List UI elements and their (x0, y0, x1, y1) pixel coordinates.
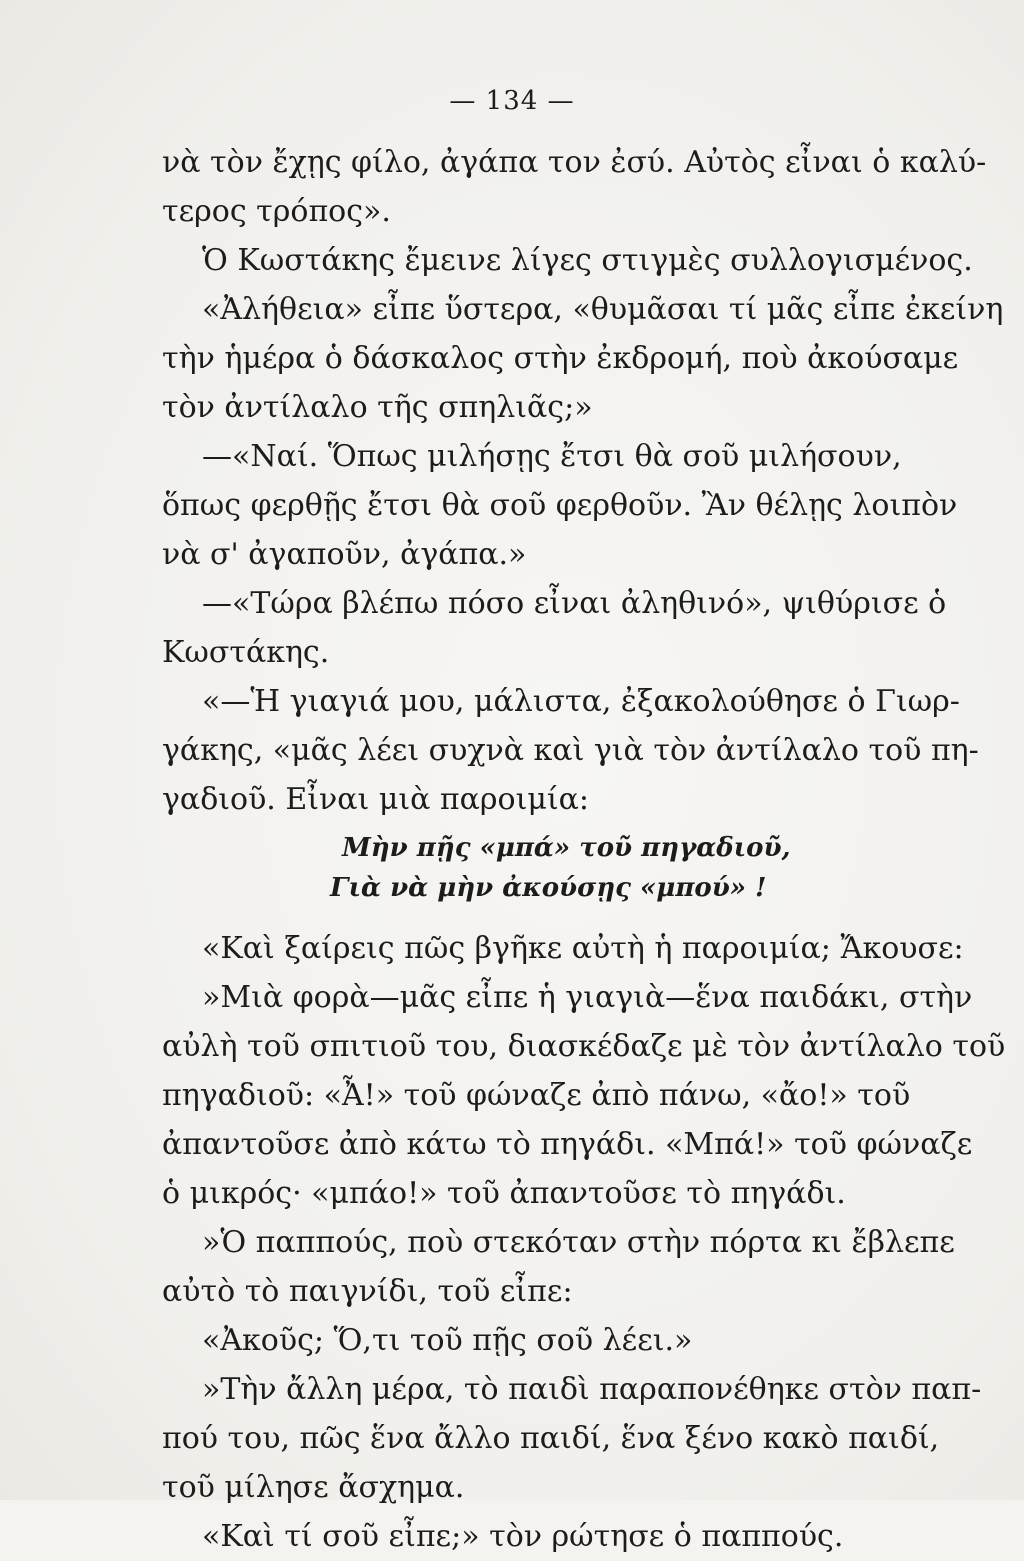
text-line: «Ἀλήθεια» εἶπε ὕστερα, «θυμᾶσαι τί μᾶς εἶπε ἐκείνη (202, 292, 1004, 327)
text-line: τερος τρόπος». (162, 194, 391, 229)
text-line: «Καὶ ξαίρεις πῶς βγῆκε αὐτὴ ἡ παροιμία; Ἄκουσε: (202, 931, 964, 966)
text-line: ὅπως φερθῇς ἔτσι θὰ σοῦ φερθοῦν. Ἂν θέλῃς λοιπὸν (162, 488, 958, 523)
text-line: αὐτὸ τὸ παιγνίδι, τοῦ εἶπε: (162, 1274, 573, 1309)
text-line: τὴν ἡμέρα ὁ δάσκαλος στὴν ἐκδρομή, ποὺ ἀκούσαμε (162, 341, 959, 376)
text-line: ἀπαντοῦσε ἀπὸ κάτω τὸ πηγάδι. «Μπά!» τοῦ φώναζε (162, 1127, 973, 1162)
text-line: »Ὁ παππούς, ποὺ στεκόταν στὴν πόρτα κι ἔβλεπε (202, 1225, 955, 1260)
text-line: τοῦ μίλησε ἄσχημα. (162, 1470, 465, 1505)
text-line: πηγαδιοῦ: «Ἆ!» τοῦ φώναζε ἀπὸ πάνω, «ἄο!» τοῦ (162, 1078, 911, 1113)
text-line: αὐλὴ τοῦ σπιτιοῦ του, διασκέδαζε μὲ τὸν ἀντίλαλο τοῦ (162, 1029, 1006, 1064)
text-line: γάκης, «μᾶς λέει συχνὰ καὶ γιὰ τὸν ἀντίλαλο τοῦ πη- (162, 733, 979, 768)
text-line: »Τὴν ἄλλη μέρα, τὸ παιδὶ παραπονέθηκε στὸν παπ- (202, 1372, 982, 1407)
page-number: — 134 — (449, 86, 575, 116)
text-line: —«Τώρα βλέπω πόσο εἶναι ἀληθινό», ψιθύρισε ὁ (202, 586, 947, 621)
text-line: Κωστάκης. (162, 635, 330, 670)
text-line: Ὁ Κωστάκης ἔμεινε λίγες στιγμὲς συλλογισμένος. (202, 243, 973, 278)
text-line: «Ἀκοῦς; Ὅ,τι τοῦ πῇς σοῦ λέει.» (202, 1323, 693, 1358)
text-line: πού του, πῶς ἕνα ἄλλο παιδί, ἕνα ξένο κακὸ παιδί, (162, 1421, 940, 1456)
text-line: τὸν ἀντίλαλο τῆς σπηλιᾶς;» (162, 390, 593, 425)
text-line: »Μιὰ φορὰ—μᾶς εἶπε ἡ γιαγιὰ—ἕνα παιδάκι, στὴν (202, 980, 973, 1015)
proverb-line: Γιὰ νὰ μὴν ἀκούσῃς «μπού» ! (330, 873, 767, 903)
text-line: γαδιοῦ. Εἶναι μιὰ παροιμία: (162, 782, 589, 817)
text-line: «—Ἡ γιαγιά μου, μάλιστα, ἐξακολούθησε ὁ Γιωρ- (202, 684, 960, 719)
proverb-line: Μὴν πῇς «μπά» τοῦ πηγαδιοῦ, (342, 833, 791, 863)
text-line: ὁ μικρός· «μπάο!» τοῦ ἀπαντοῦσε τὸ πηγάδι. (162, 1176, 846, 1211)
text-line: «Καὶ τί σοῦ εἶπε;» τὸν ρώτησε ὁ παππούς. (202, 1519, 844, 1554)
body-text (162, 138, 1006, 1561)
text-line: νὰ σ' ἀγαποῦν, ἀγάπα.» (162, 537, 527, 572)
text-line: —«Ναί. Ὅπως μιλήσῃς ἔτσι θὰ σοῦ μιλήσουν, (202, 439, 902, 474)
text-line: νὰ τὸν ἔχῃς φίλο, ἀγάπα τον ἐσύ. Αὐτὸς εἶναι ὁ καλύ- (162, 145, 987, 180)
